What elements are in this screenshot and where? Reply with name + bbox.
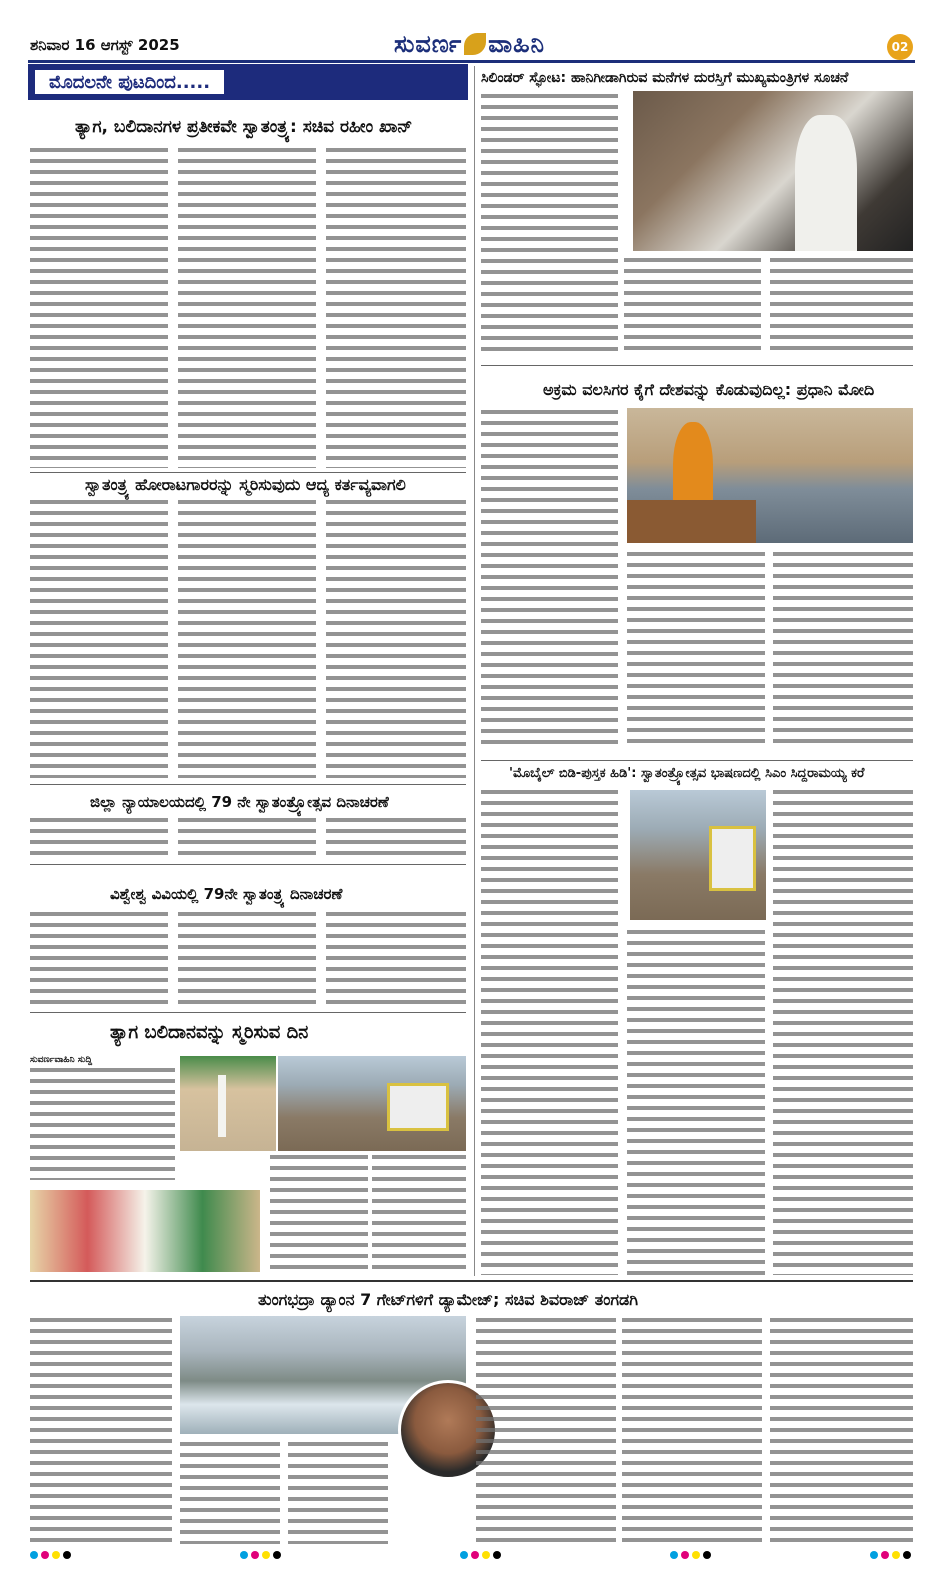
masthead	[0, 0, 945, 62]
article-headline: ಸಿಲಿಂಡರ್ ಸ್ಫೋಟ: ಹಾನಿಗೀಡಾಗಿರುವ ಮನೆಗಳ ದುರಸ್ತಿಗೆ ಮುಖ್ಯಮಂತ್ರಿಗಳ ಸೂಚನೆ	[481, 70, 849, 86]
article-body-column	[770, 258, 913, 356]
article-body-column	[627, 552, 765, 748]
registration-dots-icon	[670, 1551, 711, 1561]
article-divider	[30, 1012, 466, 1013]
registration-dots-icon	[30, 1551, 71, 1561]
article-headline: ಅಕ್ರಮ ವಲಸಿಗರ ಕೈಗೆ ದೇಶವನ್ನು ಕೊಡುವುದಿಲ್ಲ: ಪ್ರಧಾನಿ ಮೋದಿ	[543, 380, 875, 399]
article-headline: ತ್ಯಾಗ ಬಲಿದಾನವನ್ನು ಸ್ಮರಿಸುವ ದಿನ	[110, 1022, 309, 1043]
registration-dots-icon	[240, 1551, 281, 1561]
article-body-column	[481, 410, 618, 748]
article-body-column	[178, 500, 316, 778]
article-body-column	[622, 1318, 762, 1544]
article-headline: ಸ್ವಾತಂತ್ರ್ಯ ಹೋರಾಟಗಾರರನ್ನು ಸ್ಮರಿಸುವುದು ಆದ್ಯ ಕರ್ತವ್ಯವಾಗಲಿ	[85, 475, 406, 494]
article-body-column	[180, 1442, 280, 1544]
section-banner	[28, 64, 468, 100]
article-body-column	[30, 818, 168, 858]
article-headline: ವಿಶ್ವೇಶ್ವ ವಿವಿಯಲ್ಲಿ 79ನೇ ಸ್ವಾತಂತ್ರ್ಯ ದಿನಾಚರಣೆ	[110, 885, 343, 903]
issue-date: ಶನಿವಾರ 16 ಆಗಸ್ಟ್ 2025	[30, 36, 180, 54]
parade-vehicle-photo	[278, 1056, 466, 1151]
article-divider	[481, 365, 913, 366]
article-body-column	[178, 912, 316, 1008]
cm-flag-hoisting-photo	[630, 790, 766, 920]
article-divider	[30, 784, 466, 785]
article-body-column	[326, 818, 466, 858]
page-number-badge: 02	[887, 34, 913, 60]
article-body-column	[476, 1318, 616, 1544]
article-byline: ಸುವರ್ಣವಾಹಿನಿ ಸುದ್ದಿ	[30, 1055, 93, 1065]
article-headline: ತ್ಯಾಗ, ಬಲಿದಾನಗಳ ಪ್ರತೀಕವೇ ಸ್ವಾತಂತ್ರ್ಯ: ಸಚಿವ ರಹೀಂ ಖಾನ್	[75, 117, 413, 137]
article-body-column	[270, 1155, 368, 1273]
article-body-column	[30, 148, 168, 468]
article-body-column	[326, 912, 466, 1008]
column-divider	[474, 66, 475, 1276]
pm-speech-photo	[627, 408, 913, 543]
article-body-column	[770, 1318, 913, 1544]
article-body-column	[178, 818, 316, 858]
article-body-column	[481, 790, 618, 1275]
article-body-column	[773, 790, 913, 1275]
registration-dots-icon	[460, 1551, 501, 1561]
article-body-column	[288, 1442, 388, 1544]
newspaper-logo	[394, 30, 545, 58]
article-body-column	[326, 148, 466, 468]
article-divider	[481, 760, 913, 761]
article-body-column	[624, 258, 761, 356]
section-divider	[30, 1280, 913, 1282]
print-registration-marks	[30, 1551, 915, 1561]
article-body-column	[372, 1155, 466, 1273]
article-body-column	[30, 912, 168, 1008]
children-celebration-photo	[30, 1190, 260, 1272]
article-divider	[30, 864, 466, 865]
masthead-rule	[28, 60, 915, 63]
article-body-column	[30, 1068, 175, 1180]
logo-leaf-icon	[464, 33, 486, 55]
article-body-column	[178, 148, 316, 468]
section-banner-label: ಮೊದಲನೇ ಪುಟದಿಂದ.....	[34, 69, 225, 95]
cm-visit-photo	[633, 91, 913, 251]
logo-left-text: ಸುವರ್ಣ	[394, 30, 463, 58]
registration-dots-icon	[870, 1551, 911, 1561]
article-body-column	[30, 500, 168, 778]
parade-march-photo	[180, 1056, 276, 1151]
logo-right-text: ವಾಹಿನಿ	[488, 30, 545, 58]
article-body-column	[627, 930, 765, 1275]
article-headline: 'ಮೊಬೈಲ್ ಬಿಡಿ-ಪುಸ್ತಕ ಹಿಡಿ': ಸ್ವಾತಂತ್ರ್ಯೋತ್ಸವ ಭಾಷಣದಲ್ಲಿ ಸಿಎಂ ಸಿದ್ದರಾಮಯ್ಯ ಕರೆ	[509, 766, 865, 781]
article-body-column	[773, 552, 913, 748]
article-divider	[30, 472, 466, 473]
article-body-column	[30, 1318, 172, 1544]
article-headline: ಜಿಲ್ಲಾ ನ್ಯಾಯಾಲಯದಲ್ಲಿ 79 ನೇ ಸ್ವಾತಂತ್ರ್ಯೋತ್ಸವ ದಿನಾಚರಣೆ	[90, 793, 389, 811]
article-body-column	[481, 94, 618, 356]
article-body-column	[326, 500, 466, 778]
article-headline: ತುಂಗಭದ್ರಾ ಡ್ಯಾಂನ 7 ಗೇಟ್‌ಗಳಿಗೆ ಡ್ಯಾಮೇಜ್; ಸಚಿವ ಶಿವರಾಜ್ ತಂಗಡಗಿ	[258, 1290, 638, 1309]
